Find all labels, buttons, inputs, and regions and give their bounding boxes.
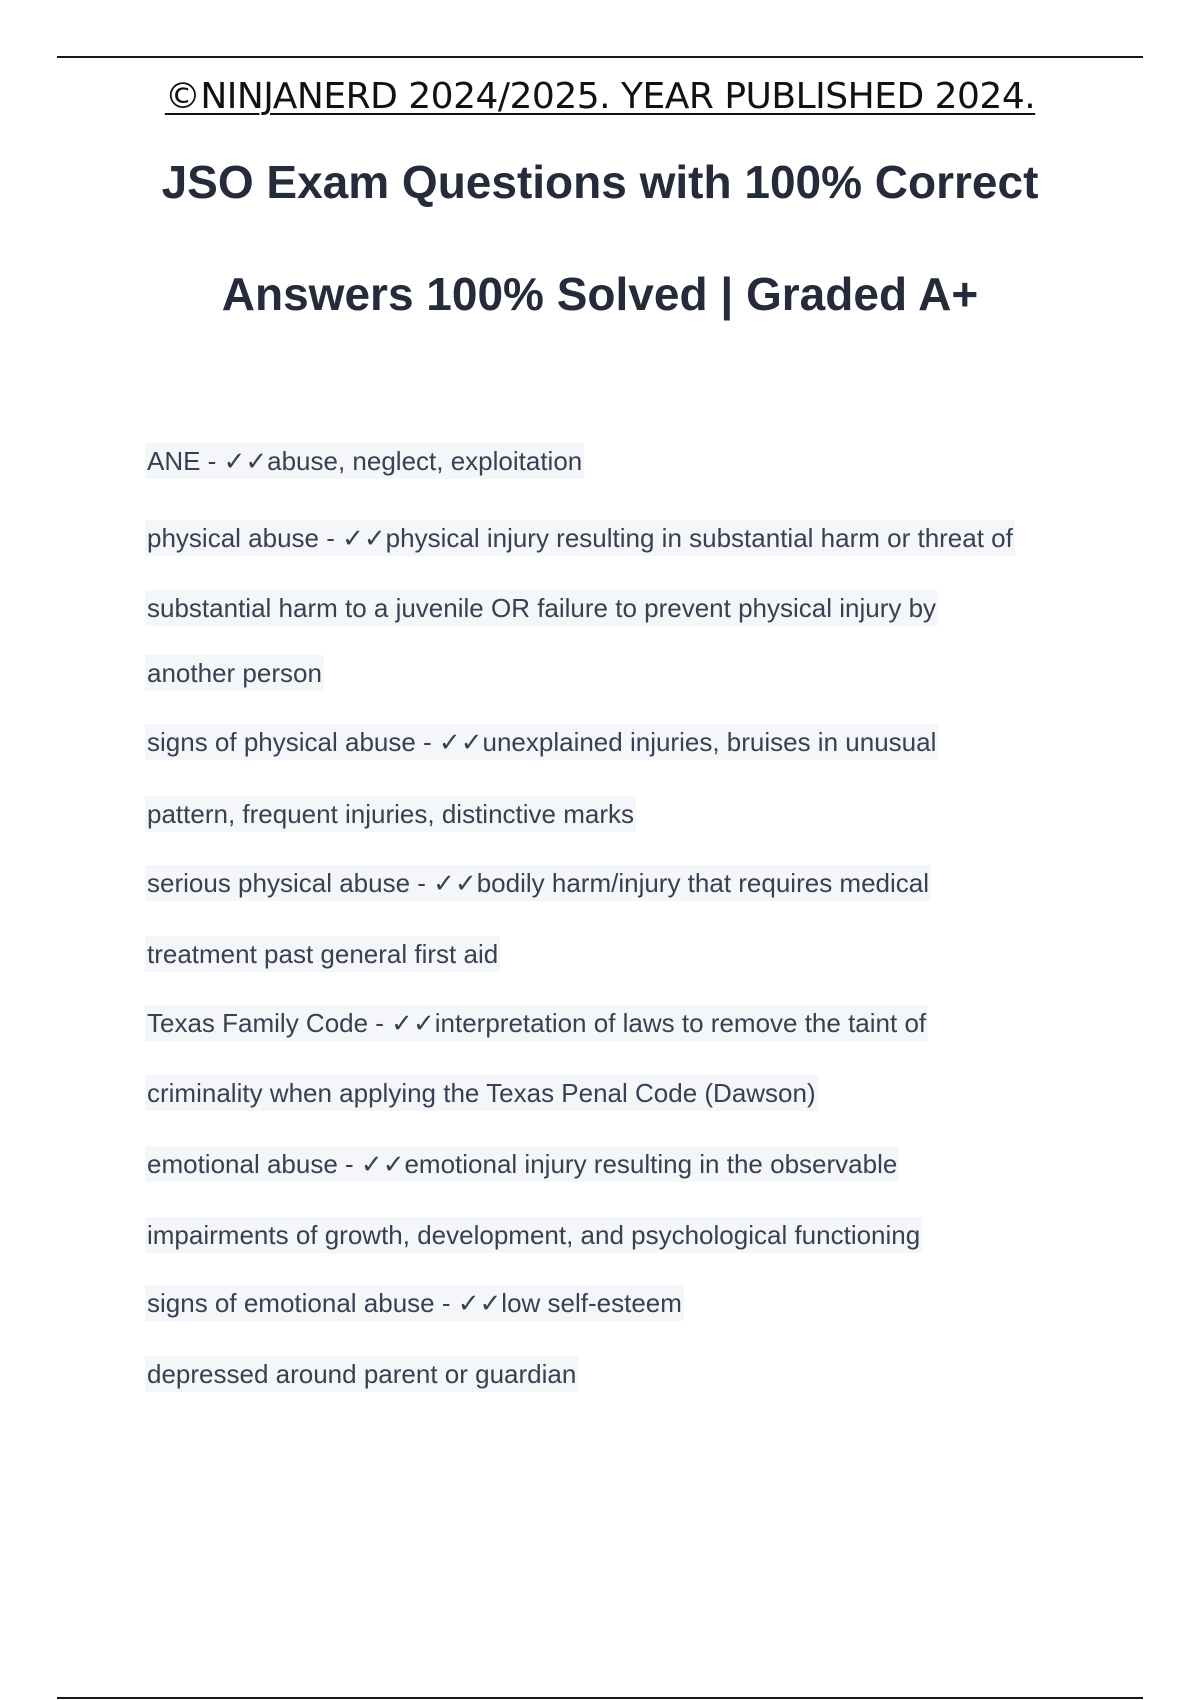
text-line: signs of emotional abuse - ✓✓low self-esteem (145, 1285, 684, 1321)
text-line: Texas Family Code - ✓✓interpretation of laws to remove the taint of (145, 1005, 928, 1041)
text-line: another person (145, 655, 324, 691)
text-line: pattern, frequent injuries, distinctive marks (145, 796, 636, 832)
text-line: signs of physical abuse - ✓✓unexplained injuries, bruises in unusual (145, 724, 938, 760)
copyright-header (0, 76, 1200, 117)
text-line: criminality when applying the Texas Penal Code (Dawson) (145, 1075, 818, 1111)
text-line: serious physical abuse - ✓✓bodily harm/injury that requires medical (145, 865, 931, 901)
copyright-text: ©NINJANERD 2024/2025. YEAR PUBLISHED 2024. (164, 76, 1036, 117)
text-line: impairments of growth, development, and psychological functioning (145, 1217, 922, 1253)
bottom-divider (57, 1697, 1143, 1699)
top-divider (57, 56, 1143, 58)
document-title-line-1: JSO Exam Questions with 100% Correct (161, 156, 1039, 208)
text-line: ANE - ✓✓abuse, neglect, exploitation (145, 443, 584, 479)
text-line: emotional abuse - ✓✓emotional injury resulting in the observable (145, 1146, 899, 1182)
text-line: depressed around parent or guardian (145, 1356, 578, 1392)
text-line: substantial harm to a juvenile OR failure to prevent physical injury by (145, 590, 938, 626)
text-line: treatment past general first aid (145, 936, 500, 972)
text-line: physical abuse - ✓✓physical injury resulting in substantial harm or threat of (145, 520, 1015, 556)
document-title-line-2: Answers 100% Solved | Graded A+ (221, 268, 979, 320)
